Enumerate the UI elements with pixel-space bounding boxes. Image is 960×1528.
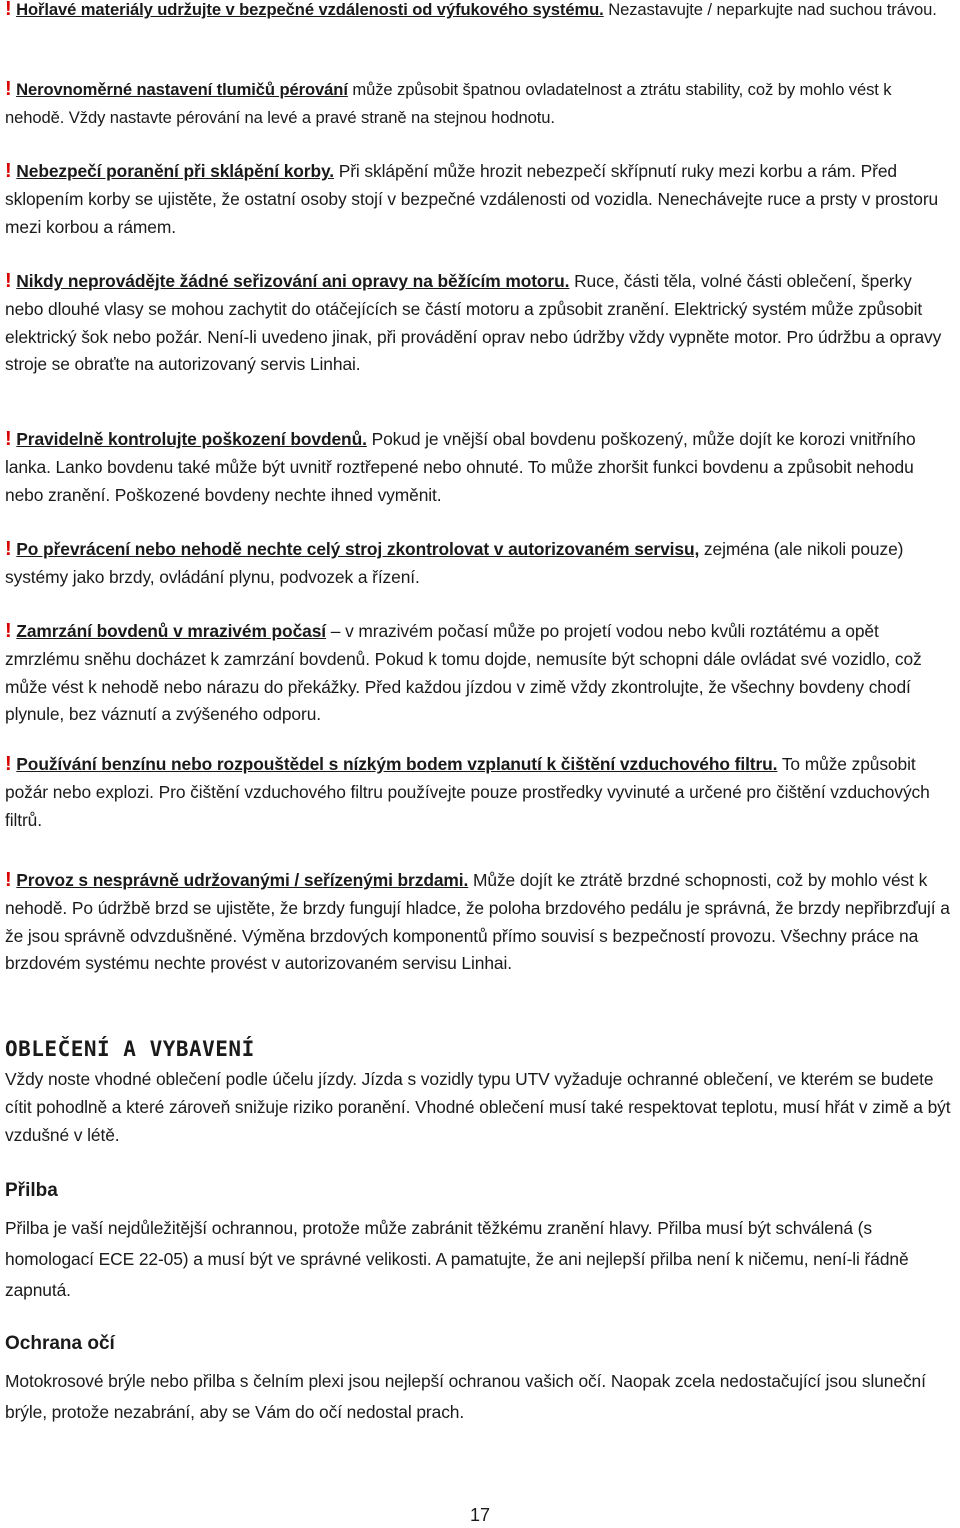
- warning-text: – v mrazivém počasí může po projetí vodou nebo kvůli roztátému a opět zmrzlému sněhu docházet k zamrzání bovdenů. Pokud k tomu dojde, nemusíte být schopni dále ovládat své vozidlo, což může vést k nehodě nebo nárazu do překážky. Před každou jízdou v zimě vždy zkontrolujte, že všechny bovdeny chodí plynule, bez váznutí a zvýšeného odporu.: [5, 621, 922, 725]
- warning-mark: !: [5, 869, 12, 891]
- warning-lead: Nerovnoměrné nastavení tlumičů pérování: [16, 80, 348, 99]
- section-title: OBLEČENÍ A VYBAVENÍ: [5, 1037, 255, 1061]
- section-intro: Vždy noste vhodné oblečení podle účelu jízdy. Jízda s vozidly typu UTV vyžaduje ochranné oblečení, ve kterém se budete cítit pohodlně a které zároveň snižuje riziko poranění. Vhodné oblečení musí také respektovat teplotu, musí hřát v zimě a být vzdušné v létě.: [5, 1069, 951, 1145]
- warning-mark: !: [5, 0, 12, 20]
- warning-text: Nezastavujte / neparkujte nad suchou trávou.: [603, 0, 937, 19]
- warning-mark: !: [5, 160, 12, 182]
- warning-suspension: [5, 76, 954, 132]
- warning-lead: Hořlavé materiály udržujte v bezpečné vzdálenosti od výfukového systému.: [16, 0, 604, 19]
- eye-protection-title: Ochrana očí: [5, 1333, 115, 1354]
- helmet-text: Přilba je vaší nejdůležitější ochrannou, protože může zabránit těžkému zranění hlavy. Přilba musí být schválená (s homologací ECE 22-05) a musí být ve správné velikosti. A pamatujte, že ani nejlepší přilba není k ničemu, není-li řádně zapnutá.: [5, 1218, 909, 1300]
- warning-freezing-cables: [5, 618, 954, 729]
- warning-lead: Pravidelně kontrolujte poškození bovdenů.: [16, 429, 367, 449]
- warning-lead: Nebezpečí poranění při sklápění korby.: [16, 161, 334, 181]
- warning-lead: Provoz s nesprávně udržovanými / seřízenými brzdami.: [16, 870, 469, 890]
- warning-text: zejména (ale nikoli pouze) systémy jako brzdy, ovládání plynu, podvozek a řízení.: [5, 539, 904, 587]
- warning-air-filter: [5, 751, 954, 834]
- warning-text: Ruce, části těla, volné části oblečení, šperky nebo dlouhé vlasy se mohou zachytit do otáčejících se částí motoru a způsobit zranění. Elektrický systém může způsobit elektrický šok nebo požár. Není-li uvedeno jinak, při provádění oprav nebo údržby vždy vypněte motor. Pro údržbu a opravy stroje se obraťte na autorizovaný servis Linhai.: [5, 271, 942, 375]
- warning-running-engine: [5, 268, 954, 379]
- warning-mark: !: [5, 538, 12, 560]
- page-number: 17: [469, 1505, 491, 1525]
- warning-lead: Nikdy neprovádějte žádné seřizování ani opravy na běžícím motoru.: [16, 271, 570, 291]
- eye-protection-text: Motokrosové brýle nebo přilba s čelním plexi jsou nejlepší ochranou vašich očí. Naopak zcela nedostačující jsou sluneční brýle, protože nezabrání, aby se Vám do očí nedostal prach.: [5, 1371, 926, 1422]
- warning-lead: Zamrzání bovdenů v mrazivém počasí: [16, 621, 327, 641]
- warning-lead: Používání benzínu nebo rozpouštědel s nízkým bodem vzplanutí k čištění vzduchového filtru.: [16, 754, 778, 774]
- warning-text: může způsobit špatnou ovladatelnost a ztrátu stability, což by mohlo vést k nehodě. Vždy nastavte pérování na levé a pravé straně na stejnou hodnotu.: [5, 80, 892, 127]
- warning-mark: !: [5, 78, 12, 100]
- warning-text: Pokud je vnější obal bovdenu poškozený, může dojít ke korozi vnitřního lanka. Lanko bovdenu také může být uvnitř roztřepené nebo ohnuté. To může zhoršit funkci bovdenu a způsobit nehodu nebo zranění. Poškozené bovdeny nechte ihned vyměnit.: [5, 429, 916, 505]
- warning-lead: Po převrácení nebo nehodě nechte celý stroj zkontrolovat v autorizovaném servisu,: [16, 539, 700, 559]
- warning-rollover: [5, 536, 954, 592]
- warning-mark: !: [5, 428, 12, 450]
- warning-mark: !: [5, 620, 12, 642]
- warning-cables: [5, 426, 954, 509]
- warning-mark: !: [5, 753, 12, 775]
- warning-text: Může dojít ke ztrátě brzdné schopnosti, což by mohlo vést k nehodě. Po údržbě brzd se ujistěte, že brzdy fungují hladce, že poloha brzdového pedálu je správná, že brzdy nepřibrzďují a že jsou správně odvzdušněné. Výměna brzdových komponentů přímo souvisí s bezpečností provozu. Všechny práce na brzdovém systému nechte provést v autorizovaném servisu Linhai.: [5, 870, 950, 974]
- warning-tipping-bed: [5, 158, 954, 241]
- helmet-title: Přilba: [5, 1180, 58, 1201]
- warning-brakes: [5, 867, 954, 978]
- warning-text: To může způsobit požár nebo explozi. Pro čištění vzduchového filtru používejte pouze prostředky vyvinuté a určené pro čištění vzduchových filtrů.: [5, 754, 930, 830]
- warning-text: Při sklápění může hrozit nebezpečí skřípnutí ruky mezi korbu a rám. Před sklopením korby se ujistěte, že ostatní osoby stojí v bezpečné vzdálenosti od vozidla. Nenechávejte ruce a prsty v prostoru mezi korbou a rámem.: [5, 161, 939, 237]
- warning-mark: !: [5, 270, 12, 292]
- warning-exhaust: [5, 0, 954, 24]
